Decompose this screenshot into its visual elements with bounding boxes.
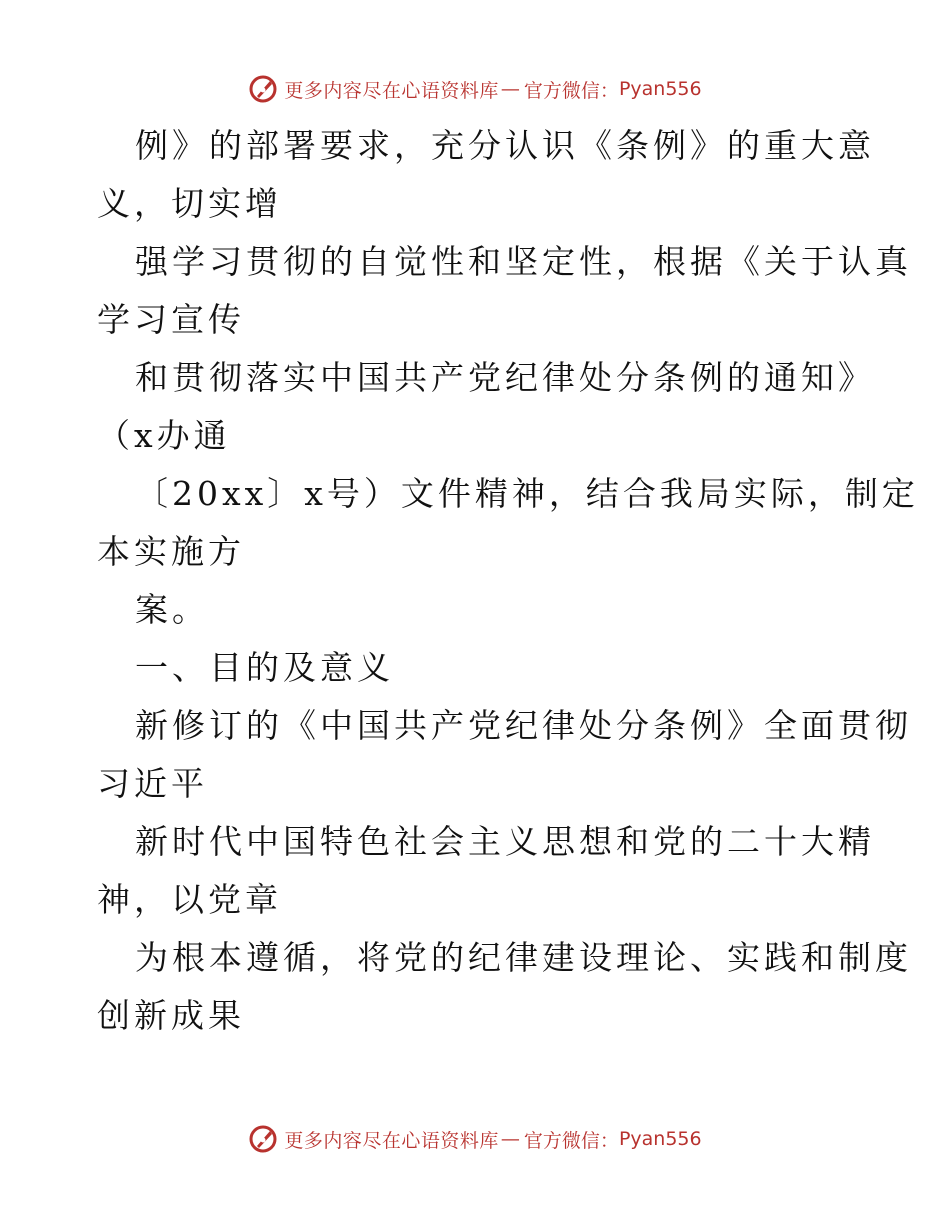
text-line: 神，以党章 bbox=[97, 880, 282, 919]
text-line: 新修订的《中国共产党纪律处分条例》全面贯彻 bbox=[135, 706, 912, 745]
text-line: 〔20xx〕x号）文件精神，结合我局实际，制定 bbox=[135, 474, 919, 513]
text-line: （x办通 bbox=[97, 416, 231, 455]
text-line: 和贯彻落实中国共产党纪律处分条例的通知》 bbox=[135, 358, 875, 397]
text-line: 为根本遵循，将党的纪律建设理论、实践和制度 bbox=[135, 938, 912, 977]
section-heading: 一、目的及意义 bbox=[135, 648, 394, 687]
watermark-id: Pyan556 bbox=[618, 78, 702, 100]
document-body bbox=[97, 117, 919, 1045]
text-line: 例》的部署要求，充分认识《条例》的重大意 bbox=[135, 126, 875, 165]
text-line: 习近平 bbox=[97, 764, 208, 803]
watermark-label: 官方微信： bbox=[523, 1129, 619, 1152]
text-line: 本实施方 bbox=[97, 532, 245, 571]
watermark-separator: — bbox=[500, 1128, 520, 1150]
footer-watermark bbox=[0, 1124, 950, 1154]
text-line: 新时代中国特色社会主义思想和党的二十大精 bbox=[135, 822, 875, 861]
watermark-separator: — bbox=[500, 78, 520, 100]
quill-logo-icon bbox=[248, 1124, 278, 1154]
watermark-text: 更多内容尽在心语资料库 bbox=[284, 79, 499, 102]
quill-logo-icon bbox=[248, 74, 278, 104]
watermark-text: 更多内容尽在心语资料库 bbox=[284, 1129, 499, 1152]
header-watermark bbox=[0, 74, 950, 104]
text-line: 创新成果 bbox=[97, 996, 245, 1035]
watermark-label: 官方微信： bbox=[523, 79, 619, 102]
text-line: 强学习贯彻的自觉性和坚定性，根据《关于认真 bbox=[135, 242, 912, 281]
watermark-id: Pyan556 bbox=[618, 1128, 702, 1150]
text-line: 义，切实增 bbox=[97, 184, 282, 223]
text-line: 学习宣传 bbox=[97, 300, 245, 339]
text-line: 案。 bbox=[135, 590, 209, 629]
